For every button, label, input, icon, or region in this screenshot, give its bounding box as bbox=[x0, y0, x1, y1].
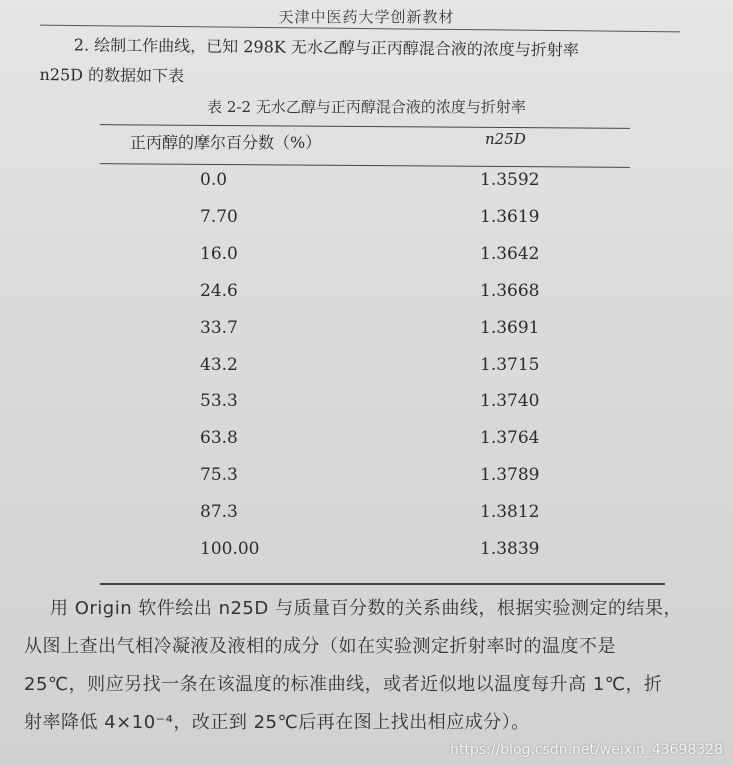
table-bottom-rule bbox=[100, 583, 665, 585]
table-row bbox=[0, 244, 733, 280]
table-row bbox=[0, 465, 733, 501]
table-row bbox=[0, 318, 733, 354]
cell-percent: 43.2 bbox=[200, 354, 238, 375]
cell-refractive-index: 1.3839 bbox=[480, 539, 540, 559]
paragraph-line-2: 从图上查出气相冷凝液及液相的成分（如在实验测定折射率时的温度不是 bbox=[24, 636, 616, 657]
cell-percent: 16.0 bbox=[200, 243, 238, 264]
cell-percent: 0.0 bbox=[200, 170, 228, 190]
cell-percent: 53.3 bbox=[200, 391, 238, 412]
col-header-percent: 正丙醇的摩尔百分数（%） bbox=[130, 133, 322, 152]
table-top-rule bbox=[100, 124, 630, 129]
cell-refractive-index: 1.3740 bbox=[480, 391, 540, 412]
paragraph-line-4: 射率降低 4×10⁻⁴，改正到 25℃后再在图上找出相应成分）。 bbox=[24, 712, 530, 733]
table-row bbox=[0, 355, 733, 391]
table-row bbox=[0, 502, 733, 538]
table-row bbox=[0, 281, 733, 317]
intro-line-1: 2. 绘制工作曲线，已知 298K 无水乙醇与正丙醇混合液的浓度与折射率 bbox=[73, 35, 579, 60]
cell-percent: 7.70 bbox=[200, 206, 238, 227]
table-row bbox=[0, 539, 733, 575]
table-row bbox=[0, 207, 733, 243]
cell-refractive-index: 1.3642 bbox=[480, 243, 540, 264]
running-head: 天津中医药大学创新教材 bbox=[278, 8, 455, 26]
cell-percent: 24.6 bbox=[200, 280, 238, 301]
cell-refractive-index: 1.3691 bbox=[480, 317, 540, 338]
cell-refractive-index: 1.3619 bbox=[480, 206, 540, 227]
paragraph-line-3: 25℃，则应另找一条在该温度的标准曲线，或者近似地以温度每升高 1℃，折 bbox=[24, 674, 663, 695]
cell-refractive-index: 1.3812 bbox=[480, 502, 540, 523]
table-caption: 表 2-2 无水乙醇与正丙醇混合液的浓度与折射率 bbox=[207, 98, 526, 116]
cell-percent: 100.00 bbox=[200, 539, 260, 559]
table-row bbox=[0, 170, 733, 206]
cell-percent: 87.3 bbox=[200, 502, 238, 523]
intro-text bbox=[39, 30, 680, 97]
table-row bbox=[0, 391, 733, 427]
cell-refractive-index: 1.3789 bbox=[480, 465, 540, 486]
col-header-refractive-index: n25D bbox=[485, 130, 526, 148]
table-row bbox=[0, 428, 733, 464]
watermark: https://blog.csdn.net/weixin_43698328 bbox=[449, 742, 723, 758]
cell-refractive-index: 1.3715 bbox=[480, 354, 540, 375]
paragraph-line-1: 用 Origin 软件绘出 n25D 与质量百分数的关系曲线，根据实验测定的结果， bbox=[50, 598, 682, 619]
table-header-rule bbox=[100, 163, 630, 168]
cell-refractive-index: 1.3668 bbox=[480, 280, 540, 301]
cell-refractive-index: 1.3592 bbox=[480, 170, 540, 190]
cell-percent: 33.7 bbox=[200, 317, 238, 338]
body-paragraph bbox=[24, 590, 724, 742]
cell-percent: 63.8 bbox=[200, 428, 238, 449]
intro-line-2: n25D 的数据如下表 bbox=[39, 64, 185, 86]
cell-percent: 75.3 bbox=[200, 465, 238, 486]
cell-refractive-index: 1.3764 bbox=[480, 428, 540, 449]
